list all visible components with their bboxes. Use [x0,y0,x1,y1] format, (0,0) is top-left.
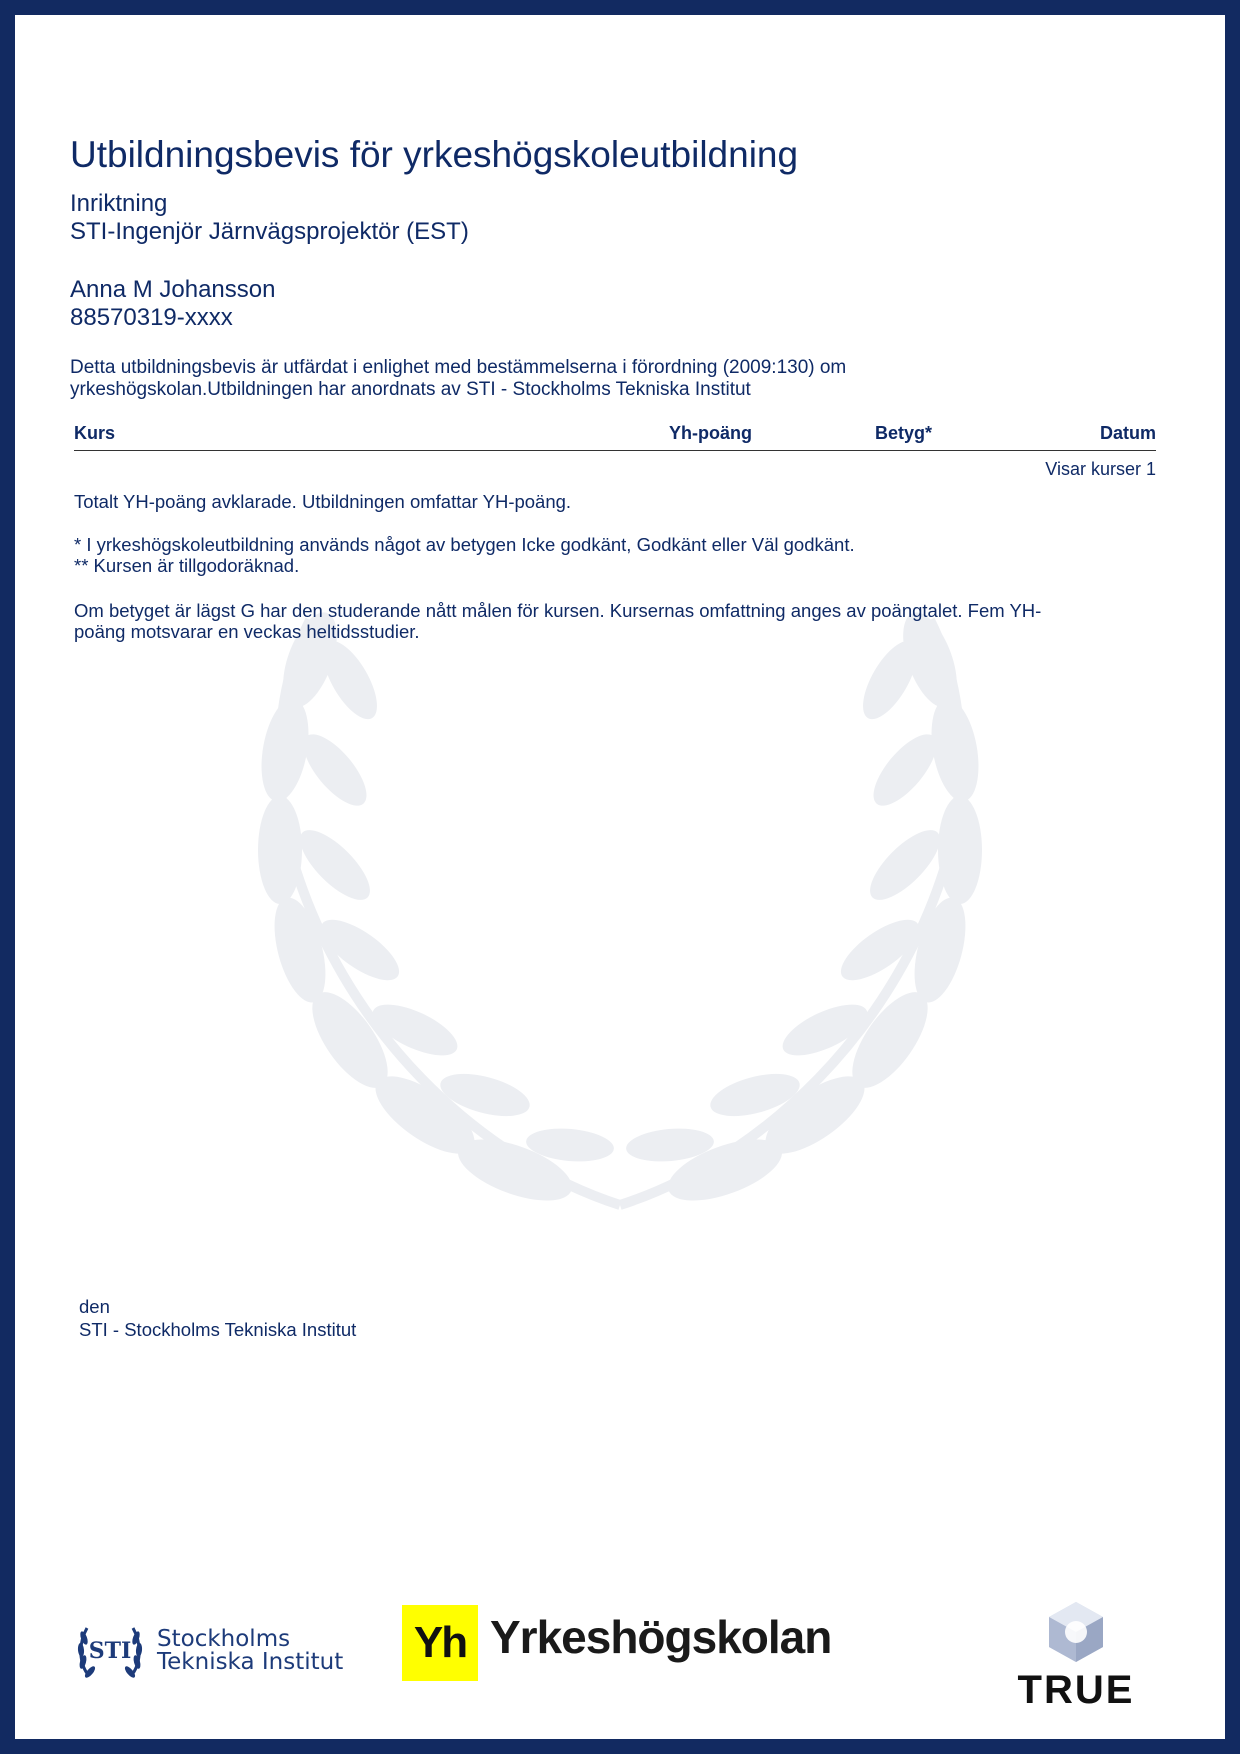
signature-issuer: STI - Stockholms Tekniska Institut [79,1319,357,1340]
signature-date-label: den [79,1296,110,1317]
showing-courses-count: Visar kurser 1 [1045,459,1156,479]
yh-mark-text: Yh [413,1618,467,1667]
total-points-text: Totalt YH-poäng avklarade. Utbildningen omfattar YH-poäng. [74,491,572,512]
sti-wordmark-line-1: Stockholms [157,1626,291,1652]
personal-number: 88570319-xxxx [70,304,233,331]
column-course: Kurs [74,423,116,443]
true-cube-icon [1043,1600,1109,1666]
student-name: Anna M Johansson [70,276,276,303]
statement-line-2: yrkeshögskolan.Utbildningen har anordnats av STI - Stockholms Tekniska Institut [70,379,751,400]
program-name: STI-Ingenjör Järnvägsprojektör (EST) [70,218,469,245]
document-title: Utbildningsbevis för yrkeshögskoleutbildning [70,134,799,175]
statement-line-1: Detta utbildningsbevis är utfärdat i enlighet med bestämmelserna i förordning (2009:130) om [70,357,847,378]
column-grade: Betyg* [875,423,933,443]
direction-label: Inriktning [70,190,168,217]
sti-emblem-icon [75,1616,145,1686]
column-points: Yh-poäng [669,423,752,443]
footnote-grades: * I yrkeshögskoleutbildning används något av betygen Icke godkänt, Godkänt eller Väl godkänt. [74,534,855,555]
course-table-header [74,423,1156,451]
yh-logo-mark [402,1605,478,1681]
logo-row [0,1590,1240,1720]
sti-wordmark [157,1628,343,1674]
sti-mark: STI [88,1638,132,1664]
true-wordmark: TRUE [1017,1668,1135,1712]
column-date: Datum [1099,423,1156,443]
yh-wordmark: Yrkeshögskolan [490,1611,832,1663]
footnote-credited: ** Kursen är tillgodoräknad. [74,555,300,576]
laurel-wreath-watermark [250,600,990,1220]
explanation-line-1: Om betyget är lägst G har den studerande nått målen för kursen. Kursernas omfattning anges av poängtalet. Fem YH- [74,600,1042,621]
explanation-line-2: poäng motsvarar en veckas heltidsstudier. [74,621,420,642]
sti-wordmark-line-2: Tekniska Institut [157,1649,344,1675]
